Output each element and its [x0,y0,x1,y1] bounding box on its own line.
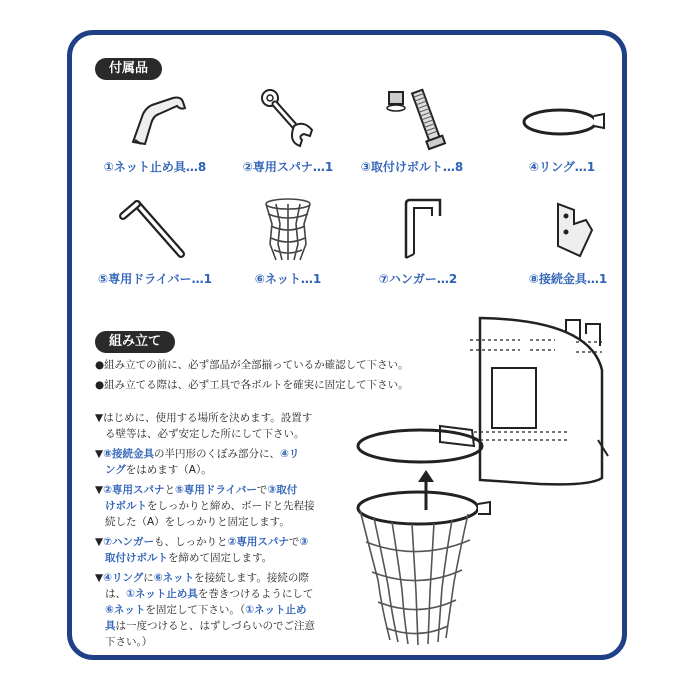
part-item-bracket [508,194,628,287]
hanger-icon [378,194,458,264]
ring-lower [358,492,478,524]
part-item-ring [502,84,622,175]
part-label: ⑦ハンガー…2 [378,272,458,286]
step-1: ▼はじめに、使用する場所を決めます。設置す る壁等は、必ず安定した所にして下さい。 [95,412,313,440]
part-item-net-clip [95,84,215,175]
step-4: ▼⑦ハンガーも、しっかりと②専用スパナで③ 取付けボルトを締めて固定します。 [95,536,309,564]
net-icon [248,194,328,264]
hex-key-icon [115,194,195,264]
part-item-net [228,194,348,287]
net-mesh [360,510,470,645]
step-2: ▼⑧接続金具の半円形のくぼみ部分に、④リ ングをはめます（A）。 [95,448,300,476]
part-item-wrench [228,84,348,175]
parts-section-title: 付属品 [95,58,162,80]
part-label: ②専用スパナ…1 [242,160,334,174]
part-label: ⑧接続金具…1 [528,272,608,286]
part-label: ③取付けボルト…8 [360,160,464,174]
hanger-top-2 [586,324,600,346]
bracket-icon [528,194,608,264]
ring-icon [512,84,612,152]
assembly-diagram [340,310,625,650]
bolt-icon [367,84,457,152]
part-label: ⑤専用ドライバー…1 [98,272,212,286]
note-check-parts: ●組み立ての前に、必ず部品が全部揃っているか確認して下さい。 [95,359,409,371]
part-item-bolt [352,84,472,175]
part-label: ①ネット止め具…8 [103,160,207,174]
part-label: ④リング…1 [528,160,596,174]
part-item-hex-key [95,194,215,287]
arrow-head [418,470,434,482]
net-clip-icon [115,84,195,152]
step-5: ▼④リングに⑥ネットを接続します。接続の際 は、①ネット止め具を巻きつけるようにして ⑥ネットを固定して下さい。（①ネット止め 具は一度つけると、はずしづらいのでご注意 下さい。） [95,572,315,648]
wrench-icon [248,84,328,152]
note-tighten-bolts: ●組み立てる際は、必ず工具で各ボルトを確実に固定して下さい。 [95,379,409,391]
part-item-hanger [358,194,478,287]
ring-mount [478,502,490,514]
target-square [492,368,536,428]
step-3: ▼②専用スパナと⑤専用ドライバーで③取付 けボルトをしっかりと締め、ボードと先程接 続した（A）をしっかりと固定します。 [95,484,315,528]
part-label: ⑥ネット…1 [254,272,322,286]
ring-upper [358,430,482,462]
assembly-section-title: 組み立て [95,331,175,353]
